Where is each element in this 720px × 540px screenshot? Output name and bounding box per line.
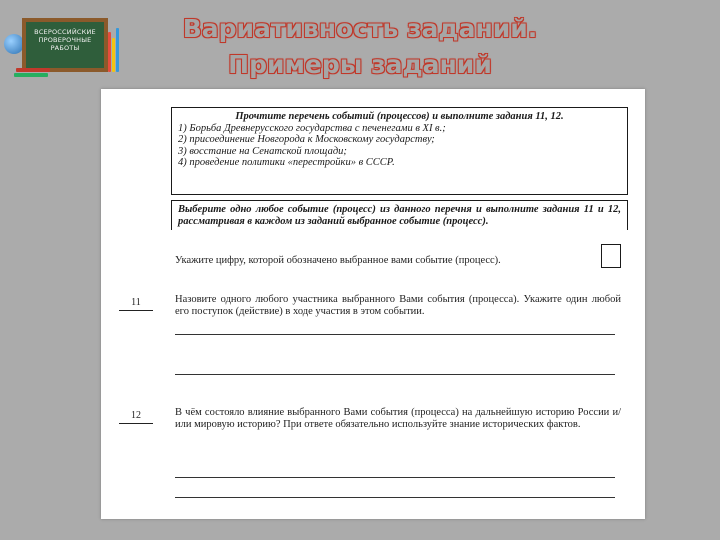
task-12-text: В чём состояло влияние выбранного Вами события (процесса) на дальнейшую историю России и/или мировую историю? При ответе обязательно используйте знание исторических фактов.	[175, 407, 621, 430]
exam-document	[101, 89, 645, 519]
task-12-answer-line-2[interactable]	[175, 497, 615, 498]
choose-box	[171, 200, 628, 230]
board-line-2: ПРОВЕРОЧНЫЕ	[38, 36, 92, 44]
event-item-3: 3) восстание на Сенатской площади;	[178, 145, 347, 157]
slide-title-line-2: Примеры заданий	[228, 50, 492, 79]
event-item-2: 2) присоединение Новгорода к Московскому государству;	[178, 134, 435, 145]
task-11-number-line	[119, 310, 153, 311]
answer-number-box[interactable]	[601, 244, 621, 268]
board-line-1: ВСЕРОССИЙСКИЕ	[34, 28, 96, 36]
events-box	[171, 107, 628, 195]
event-item-4: 4) проведение политики «перестройки» в СССР.	[178, 157, 395, 168]
task-11-answer-line-1[interactable]	[175, 334, 615, 335]
slide-title-line-1: Вариативность заданий.	[182, 14, 538, 43]
choose-text: Выберите одно любое событие (процесс) из данного перечня и выполните задания 11 и 12, рассматривая в каждом из заданий выбранное событие (процесс).	[178, 204, 621, 227]
task-11-number: 11	[131, 297, 141, 308]
board-line-3: РАБОТЫ	[50, 44, 80, 52]
indicate-text: Укажите цифру, которой обозначено выбранное вами событие (процесс).	[175, 255, 501, 266]
task-12-number-line	[119, 423, 153, 424]
task-11-text: Назовите одного любого участника выбранного Вами события (процесса). Укажите один любой его поступок (действие) в ходе участия в этом событии.	[175, 294, 621, 317]
task-11-answer-line-2[interactable]	[175, 374, 615, 375]
task-12-answer-line-1[interactable]	[175, 477, 615, 478]
events-heading: Прочтите перечень событий (процессов) и выполните задания 11, 12.	[235, 111, 564, 122]
task-12-number: 12	[131, 410, 141, 421]
event-item-1: 1) Борьба Древнерусского государства с печенегами в XI в.;	[178, 122, 446, 134]
